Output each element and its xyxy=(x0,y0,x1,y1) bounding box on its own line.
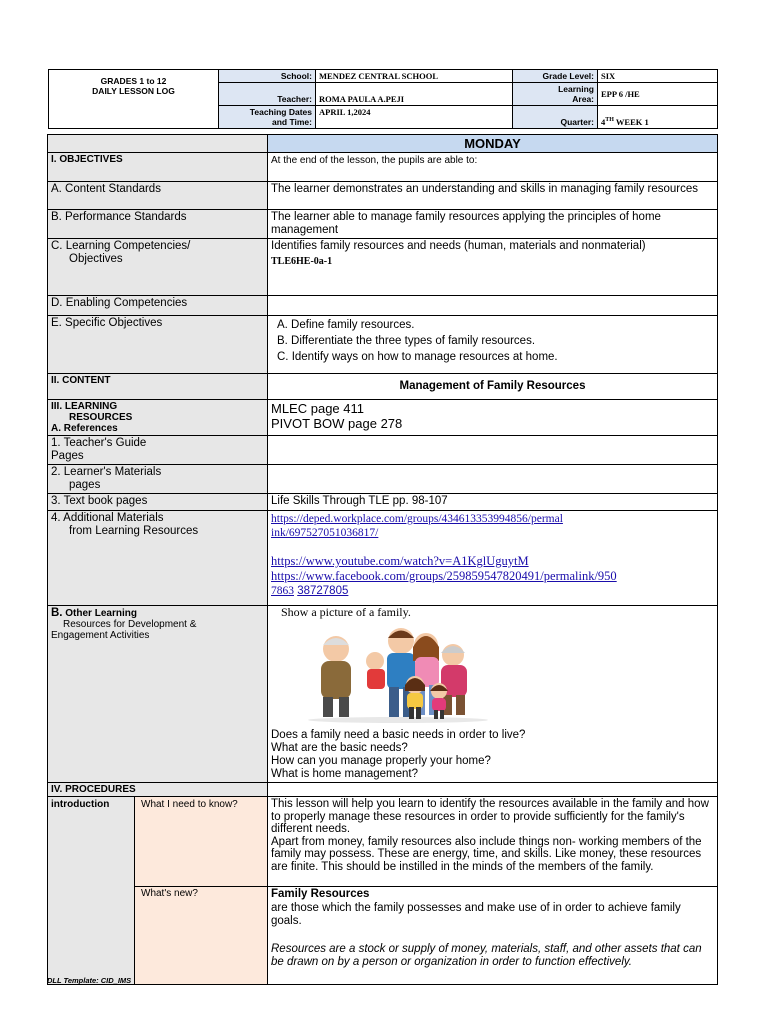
question-item: What are the basic needs? xyxy=(271,742,408,754)
deped-workplace-link-cont[interactable]: ink/697527051036817/ xyxy=(271,527,379,539)
other-resources-cell xyxy=(268,606,718,783)
competencies-code: TLE6HE-0a-1 xyxy=(271,256,333,267)
family-picture xyxy=(303,621,493,723)
template-footer: DLL Template: CID_IMS xyxy=(47,976,132,985)
specific-objective-item: C. Identify ways on how to manage resources at home. xyxy=(277,351,558,363)
learning-area-value: EPP 6 /HE xyxy=(598,83,718,106)
deped-workplace-link[interactable]: https://deped.workplace.com/groups/434613353994856/permal xyxy=(271,513,563,525)
objectives-intro: At the end of the lesson, the pupils are able to: xyxy=(268,153,718,182)
quarter-value xyxy=(598,106,718,129)
procedures-label: IV. PROCEDURES xyxy=(48,783,268,797)
area-label-line-2: Area: xyxy=(572,94,594,104)
competencies-label-line-1: C. Learning Competencies/ xyxy=(51,240,191,252)
learning-area-label xyxy=(513,83,598,106)
resources-label-line-2: RESOURCES xyxy=(69,412,133,423)
whats-new-label: What's new? xyxy=(135,887,268,985)
day-corner xyxy=(48,135,268,153)
question-item: How can you manage properly your home? xyxy=(271,755,491,767)
reference-pivot: PIVOT BOW page 278 xyxy=(271,416,403,431)
references-label: A. References xyxy=(51,423,118,434)
lesson-log-title xyxy=(49,70,219,129)
whats-new-text xyxy=(268,887,718,985)
title-line-2: DAILY LESSON LOG xyxy=(92,86,175,96)
specific-objectives-list xyxy=(268,316,718,374)
content-title: Management of Family Resources xyxy=(268,374,718,400)
grade-value: SIX xyxy=(598,70,718,83)
performance-standards-label: B. Performance Standards xyxy=(48,210,268,239)
teachers-guide-pages xyxy=(268,436,718,465)
quarter-suffix: TH xyxy=(605,117,614,124)
additional-materials-label-line-2: from Learning Resources xyxy=(69,525,199,537)
day-header: MONDAY xyxy=(268,135,718,153)
procedures-empty xyxy=(268,783,718,797)
textbook-pages-label: 3. Text book pages xyxy=(48,494,268,511)
learners-materials-label-line-2: pages xyxy=(69,479,101,491)
grade-label: Grade Level: xyxy=(513,70,598,83)
content-label: II. CONTENT xyxy=(48,374,268,400)
resources-label-line-1: III. LEARNING xyxy=(51,401,118,412)
learners-materials-label-line-1: 2. Learner's Materials xyxy=(51,466,162,478)
school-value: MENDEZ CENTRAL SCHOOL xyxy=(316,70,513,83)
other-resources-label-line-1: Other Learning xyxy=(65,608,137,619)
specific-objective-item: B. Differentiate the three types of family resources. xyxy=(277,335,536,347)
quarter-label: Quarter: xyxy=(513,106,598,129)
youtube-link[interactable]: https://www.youtube.com/watch?v=A1KglUguytM xyxy=(271,554,529,568)
introduction-label: introduction xyxy=(48,797,135,985)
additional-materials-label xyxy=(48,511,268,606)
resources-definition: a stock or supply of money, materials, staff, and other assets that can be drawn on by a person or organization in order to function effectively. xyxy=(271,942,702,968)
family-resources-title: Family Resources xyxy=(271,888,370,900)
enabling-competencies-label: D. Enabling Competencies xyxy=(48,296,268,316)
content-standards-text: The learner demonstrates an understanding and skills in managing family resources xyxy=(268,182,718,210)
learners-materials-pages xyxy=(268,465,718,494)
additional-materials-label-line-1: 4. Additional Materials xyxy=(51,512,164,524)
competencies-cell xyxy=(268,239,718,296)
teacher-label: Teacher: xyxy=(219,83,316,106)
what-i-need-to-know-label: What I need to know? xyxy=(135,797,268,887)
competencies-label-line-2: Objectives xyxy=(69,253,123,265)
other-resources-label-line-2: Resources for Development & xyxy=(63,619,197,630)
lesson-table xyxy=(47,134,718,985)
specific-objective-item: A. Define family resources. xyxy=(277,319,415,331)
teaching-dates-label xyxy=(219,106,316,129)
enabling-competencies-text xyxy=(268,296,718,316)
what-i-need-to-know-paragraph-2: Apart from money, family resources also include things non- working members of the family may possess. These are energy, time, and skills. Like money, these resources are finite. This should be instilled in the minds of the members of the family. xyxy=(271,835,702,873)
content-standards-label: A. Content Standards xyxy=(48,182,268,210)
teachers-guide-label-line-1: 1. Teacher's Guide xyxy=(51,437,147,449)
quarter-number: 4 xyxy=(601,117,606,127)
facebook-link[interactable]: https://www.facebook.com/groups/259859547820491/permalink/950 xyxy=(271,569,617,583)
competencies-text: Identifies family resources and needs (human, materials and nonmaterial) xyxy=(271,240,646,252)
school-label: School: xyxy=(219,70,316,83)
picture-caption: Show a picture of a family. xyxy=(281,605,411,619)
other-resources-label xyxy=(48,606,268,783)
learners-materials-label xyxy=(48,465,268,494)
reference-mlec: MLEC page 411 xyxy=(271,401,364,416)
performance-standards-text: The learner able to manage family resources applying the principles of home management xyxy=(268,210,718,239)
family-resources-definition: are those which the family possesses and make use of in order to achieve family goals. xyxy=(271,901,681,927)
teachers-guide-label-line-2: Pages xyxy=(51,450,84,462)
quarter-week: WEEK 1 xyxy=(613,117,649,127)
additional-materials-links xyxy=(268,511,718,606)
competencies-label xyxy=(48,239,268,296)
other-resources-label-line-3: Engagement Activities xyxy=(51,630,150,641)
teaching-dates-value: APRIL 1,2024 xyxy=(316,106,513,129)
title-line-1: GRADES 1 to 12 xyxy=(100,76,167,86)
objectives-label: I. OBJECTIVES xyxy=(48,153,268,182)
dates-label-line-1: Teaching Dates xyxy=(249,107,312,117)
resources-term: Resources are xyxy=(271,942,346,955)
question-item: Does a family need a basic needs in order to live? xyxy=(271,729,526,741)
what-i-need-to-know-paragraph-1: This lesson will help you learn to identify the resources available in the family and how to properly manage these resources in order to provide sufficiently for the family's different needs. xyxy=(271,798,709,835)
header-table xyxy=(48,69,718,129)
other-resources-letter: B. xyxy=(51,607,63,619)
teachers-guide-label xyxy=(48,436,268,465)
area-label-line-1: Learning xyxy=(558,84,594,94)
specific-objectives-label: E. Specific Objectives xyxy=(48,316,268,374)
resources-label xyxy=(48,400,268,436)
facebook-link-cont-1[interactable]: 7863 xyxy=(271,585,294,597)
references-cell xyxy=(268,400,718,436)
textbook-pages-value: Life Skills Through TLE pp. 98-107 xyxy=(268,494,718,511)
dates-label-line-2: and Time: xyxy=(272,117,312,127)
what-i-need-to-know-text xyxy=(268,797,718,887)
question-item: What is home management? xyxy=(271,768,419,780)
teacher-value: ROMA PAULA A.PEJI xyxy=(316,83,513,106)
facebook-link-cont-2[interactable]: 38727805 xyxy=(297,585,349,597)
